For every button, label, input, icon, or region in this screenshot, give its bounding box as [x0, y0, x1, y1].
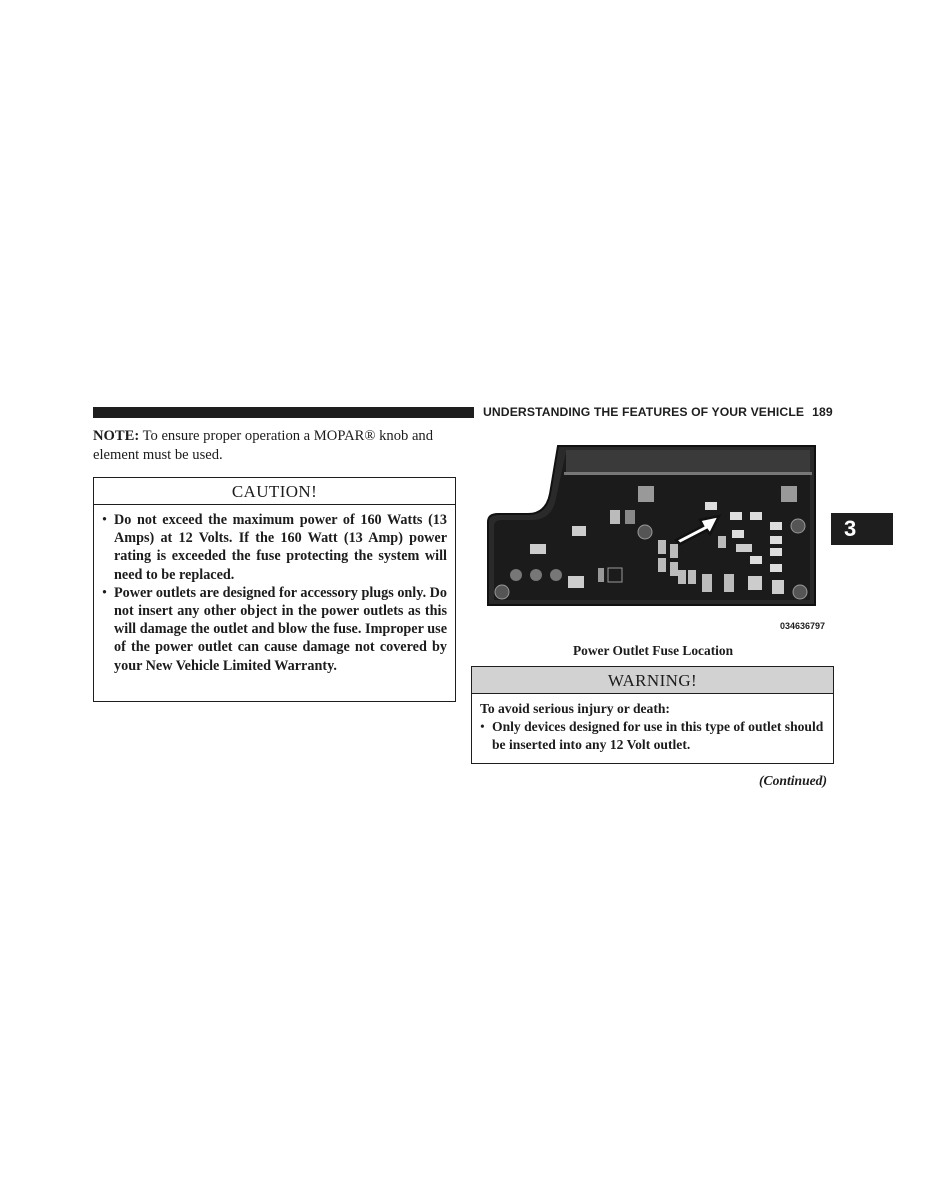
fuse-slot	[568, 576, 584, 588]
continued-label: (Continued)	[759, 773, 827, 788]
warning-title: WARNING!	[472, 667, 833, 694]
mounting-hole-icon	[638, 525, 652, 539]
note-paragraph	[93, 427, 456, 464]
fuse-slot	[770, 522, 782, 530]
fuse-slot	[770, 564, 782, 572]
warning-box	[471, 666, 834, 764]
fuse-slot	[670, 562, 678, 576]
fuse-slot	[658, 558, 666, 572]
fuse-slot	[724, 574, 734, 592]
fuse-slot	[702, 574, 712, 592]
indicator-light-icon	[530, 569, 542, 581]
fuse-slot	[750, 556, 762, 564]
indicator-light-icon	[510, 569, 522, 581]
fuse-slot	[625, 510, 635, 524]
caution-title: CAUTION!	[94, 478, 455, 505]
fuse-slot	[736, 544, 752, 552]
relay-block	[781, 486, 797, 502]
fuse-slot	[770, 548, 782, 556]
page-number: 189	[812, 405, 833, 419]
figure-code: 034636797	[780, 621, 826, 631]
fuse-slot	[770, 536, 782, 544]
header-title: UNDERSTANDING THE FEATURES OF YOUR VEHICLE	[483, 405, 805, 419]
mounting-hole-icon	[495, 585, 509, 599]
figure-caption: Power Outlet Fuse Location	[572, 643, 734, 658]
running-header	[483, 405, 835, 419]
note-label: NOTE:	[93, 428, 140, 444]
fuse-slot	[670, 544, 678, 558]
caution-item: • Do not exceed the maximum power of 160 Watts (13 Amps) at 12 Volts. If the 160 Watt (13 Amp) power rating is exceeded the fuse protecting the system will need to be replaced.	[114, 511, 447, 584]
fuse-slot	[718, 536, 726, 548]
caution-item: • Power outlets are designed for accessory plugs only. Do not insert any other object in the power outlets as this will damage the outlet and blow the fuse. Improper use of the power outlet can cause damage not covered by your New Vehicle Limited Warranty.	[114, 584, 447, 675]
fuse-slot	[530, 544, 546, 554]
relay-block	[638, 486, 654, 502]
fuse-slot	[572, 526, 586, 536]
fuse-slot	[748, 576, 762, 590]
warning-intro: To avoid serious injury or death:	[480, 701, 670, 716]
fuse-slot	[705, 502, 717, 510]
chapter-tab: 3	[831, 513, 893, 545]
caution-box	[93, 477, 456, 702]
warning-item: • Only devices designed for use in this type of outlet should be inserted into any 12 Volt outlet.	[492, 718, 825, 754]
fuse-box-illustration	[480, 440, 832, 640]
indicator-light-icon	[550, 569, 562, 581]
header-rule	[93, 407, 474, 418]
fuse-slot	[678, 570, 686, 584]
fuse-slot	[598, 568, 604, 582]
fuse-slot	[750, 512, 762, 520]
fuse-slot	[658, 540, 666, 554]
fuse-panel-ledge	[564, 472, 812, 475]
fuse-slot	[732, 530, 744, 538]
mounting-hole-icon	[791, 519, 805, 533]
fuse-slot	[730, 512, 742, 520]
caution-list	[94, 505, 455, 675]
warning-list	[472, 718, 833, 754]
fuse-slot	[688, 570, 696, 584]
fuse-slot	[610, 510, 620, 524]
fuse-slot	[772, 580, 784, 594]
fuse-panel-top-rail	[566, 450, 810, 474]
note-text: To ensure proper operation a MOPAR® knob and element must be used.	[93, 428, 434, 463]
mounting-hole-icon	[793, 585, 807, 599]
